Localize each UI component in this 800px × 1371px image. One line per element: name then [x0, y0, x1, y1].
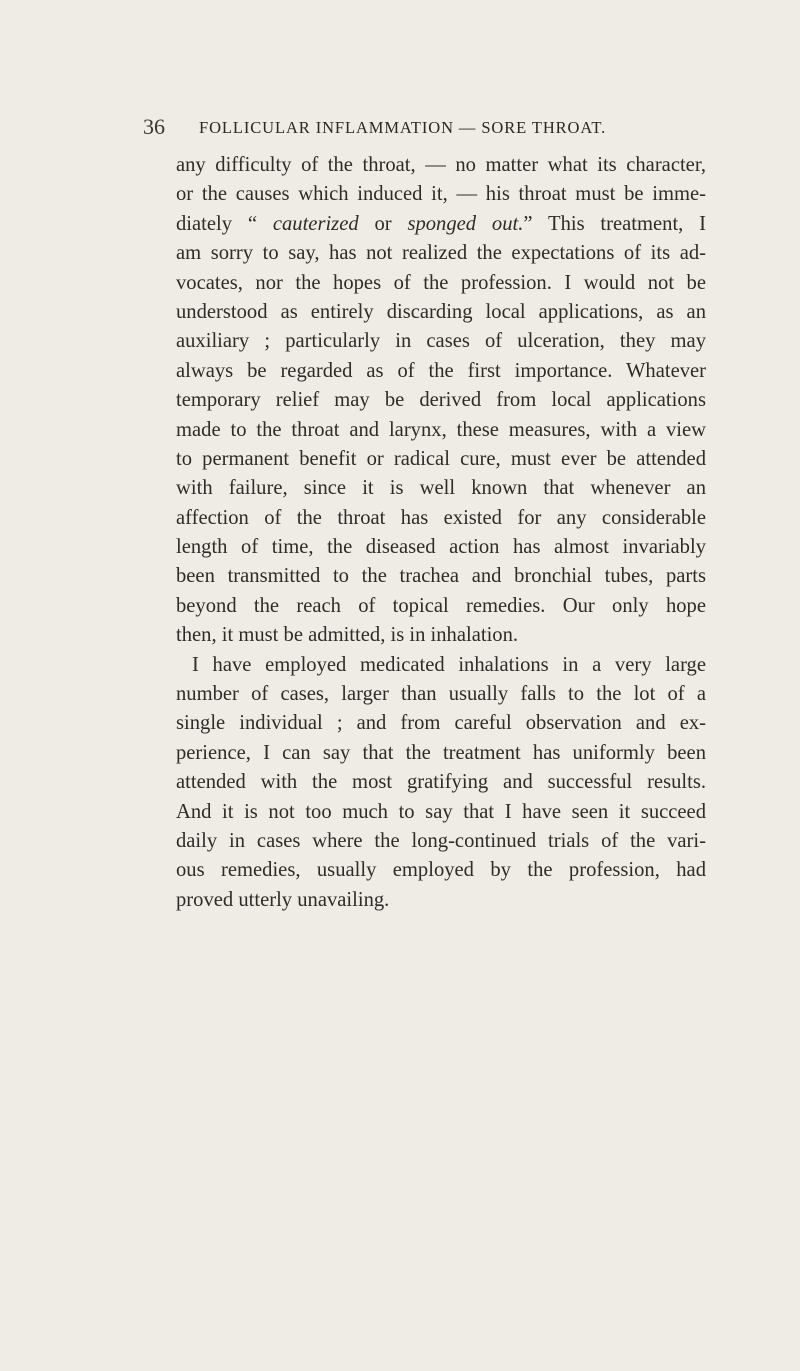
text-line: single individual ; and from careful observation and ex- [176, 712, 706, 735]
italic-term-cauterized: cauterized [272, 212, 359, 235]
text-line: then, it must be admitted, is in inhalation. [176, 624, 519, 647]
running-head [143, 114, 663, 148]
paragraph-2 [176, 651, 706, 916]
text-run: ” This treatment, I [523, 212, 707, 235]
text-line: auxiliary ; particularly in cases of ulceration, they may [176, 330, 706, 353]
page-number: 36 [143, 114, 165, 139]
text-line: always be regarded as of the first importance. Whatever [176, 359, 706, 382]
text-line: attended with the most gratifying and successful results. [176, 771, 706, 794]
text-line: been transmitted to the trachea and bronchial tubes, parts [176, 565, 706, 588]
text-line: number of cases, larger than usually falls to the lot of a [176, 683, 706, 706]
text-run: or [358, 212, 408, 235]
text-line: perience, I can say that the treatment has uniformly been [176, 741, 706, 764]
text-line: affection of the throat has existed for any considerable [176, 506, 706, 529]
text-line: vocates, nor the hopes of the profession. I would not be [176, 271, 706, 294]
text-line: beyond the reach of topical remedies. Our only hope [176, 594, 706, 617]
text-run: diately “ [176, 212, 273, 235]
text-line: any difficulty of the throat, — no matter what its character, [176, 154, 706, 176]
text-line: length of time, the diseased action has almost invariably [176, 536, 706, 559]
body-text [176, 151, 706, 915]
text-line: proved utterly unavailing. [176, 888, 390, 911]
running-title: FOLLICULAR INFLAMMATION — SORE THROAT. [199, 118, 607, 137]
paragraph-1 [176, 151, 706, 651]
text-line: And it is not too much to say that I have seen it succeed [176, 800, 706, 823]
text-line: I have employed medicated inhalations in a very large [192, 653, 706, 676]
text-line: temporary relief may be derived from local applications [176, 389, 706, 412]
text-line: made to the throat and larynx, these measures, with a view [176, 418, 706, 441]
text-line [176, 210, 706, 239]
text-line: ous remedies, usually employed by the profession, had [176, 859, 706, 882]
text-line: daily in cases where the long-continued trials of the vari- [176, 829, 706, 852]
text-line: or the causes which induced it, — his throat must be imme- [176, 183, 706, 206]
text-line: to permanent benefit or radical cure, must ever be attended [176, 447, 706, 470]
text-line: with failure, since it is well known that whenever an [176, 477, 706, 500]
italic-term-sponged-out: sponged out. [407, 212, 524, 235]
text-line: understood as entirely discarding local applications, as an [176, 300, 706, 323]
text-line: am sorry to say, has not realized the expectations of its ad- [176, 242, 706, 265]
